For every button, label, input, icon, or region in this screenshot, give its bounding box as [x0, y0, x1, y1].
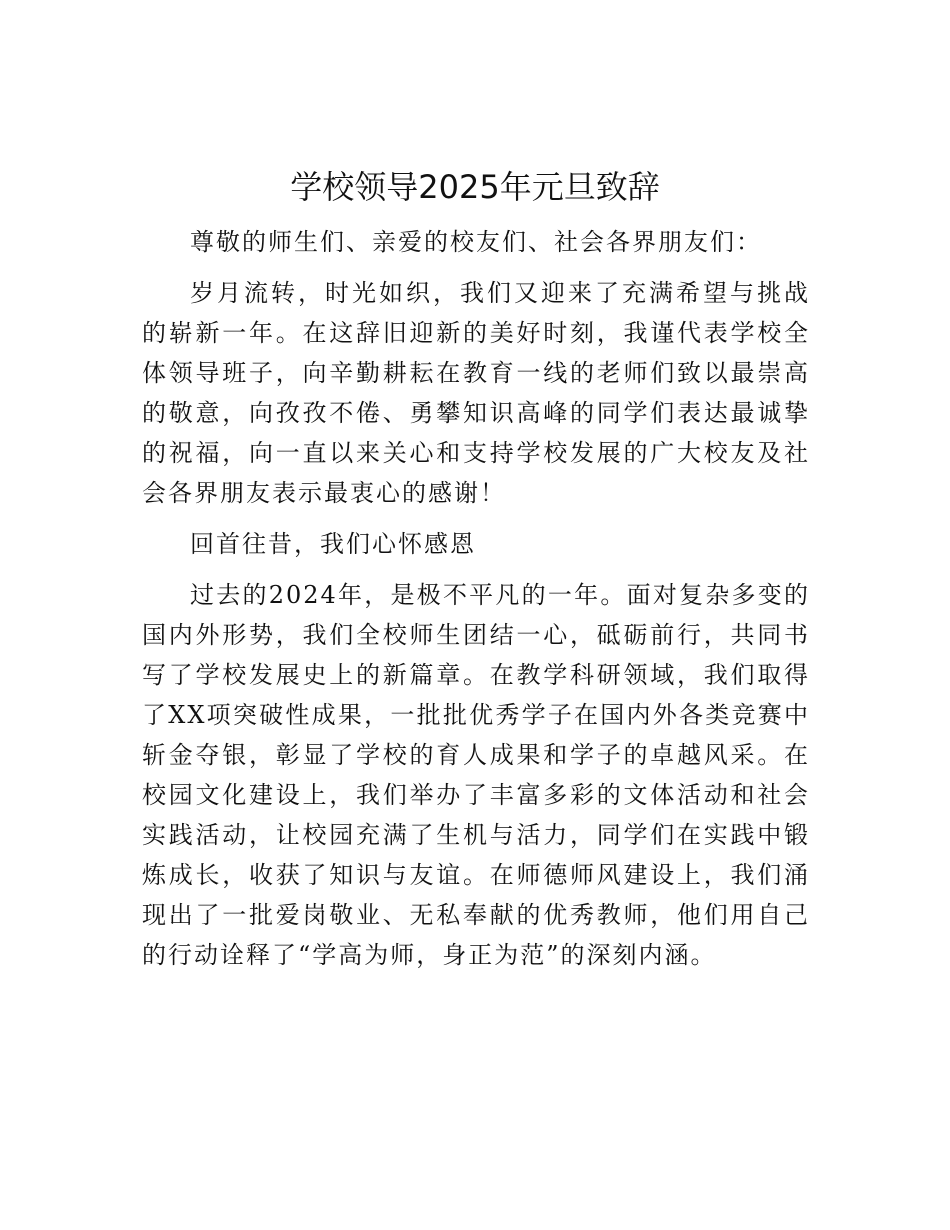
greeting-paragraph: 岁月流转，时光如织，我们又迎来了充满希望与挑战的崭新一年。在这辞旧迎新的美好时刻，我谨代表学校全体领导班子，向辛勤耕耘在教育一线的老师们致以最崇高的敬意，向孜孜不倦、勇攀知识高峰的同学们表达最诚挚的祝福，向一直以来关心和支持学校发展的广大校友及社会各界朋友表示最衷心的感谢！	[142, 279, 810, 507]
section-heading-paragraph: 回首往昔，我们心怀感恩	[190, 530, 476, 558]
page-title: 学校领导2025年元旦致辞	[290, 168, 660, 206]
document-body	[142, 222, 810, 986]
salutation-paragraph: 尊敬的师生们、亲爱的校友们、社会各界朋友们：	[190, 228, 762, 256]
review-paragraph: 过去的2024年，是极不平凡的一年。面对复杂多变的国内外形势，我们全校师生团结一心，砥砺前行，共同书写了学校发展史上的新篇章。在教学科研领域，我们取得了XX项突破性成果，一批批优秀学子在国内外各类竞赛中斩金夺银，彰显了学校的育人成果和学子的卓越风采。在校园文化建设上，我们举办了丰富多彩的文体活动和社会实践活动，让校园充满了生机与活力，同学们在实践中锻炼成长，收获了知识与友谊。在师德师风建设上，我们涌现出了一批爱岗敬业、无私奉献的优秀教师，他们用自己的行动诠释了“学高为师，身正为范”的深刻内涵。	[142, 581, 810, 969]
